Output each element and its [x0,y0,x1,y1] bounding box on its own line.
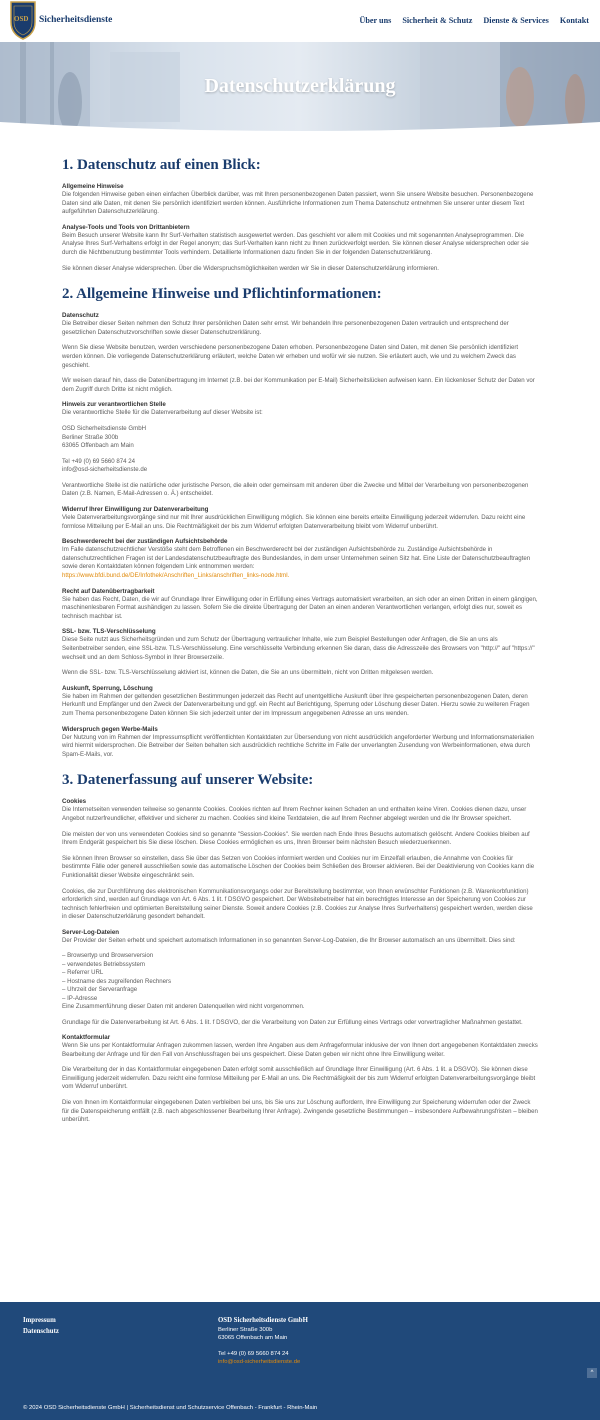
text-block [62,1066,538,1092]
nav-item-kontakt[interactable]: Kontakt [559,16,589,25]
text-block [62,265,538,274]
list-item: – Uhrzeit der Serveranfrage [62,986,138,994]
text-block [62,482,538,499]
text-block [62,726,538,760]
footer-address [218,1315,308,1366]
footer-link-impressum[interactable]: Impressum [23,1317,56,1324]
paragraph: Die Betreiber dieser Seiten nehmen den Schutz Ihrer persönlichen Daten sehr ernst. Wir behandeln Ihre personenbezogenen Daten vertraulich und entsprechend der gesetzlichen Datenschutzvorschriften sowie dieser Datenschutzerklärung. [62,320,509,336]
address-lines [62,425,538,451]
text-block [62,377,538,394]
paragraph: Sie haben im Rahmen der geltenden gesetzlichen Bestimmungen jederzeit das Recht auf unentgeltliche Auskunft über Ihre gespeicherten personenbezogenen Daten, deren Herkunft und Empfänger und den Zweck der Datenverarbeitung und ggf. ein Recht auf Berichtigung, Sperrung oder Löschung dieser Daten. Hierzu sowie zu weiteren Fragen zum Thema personenbezogene Daten können Sie sich jederzeit unter der im Impressum angegebenen Adresse an uns wenden. [62,692,530,717]
section-heading: 2. Allgemeine Hinweise und Pflichtinformationen: [62,286,382,303]
block-heading: SSL- bzw. TLS-Verschlüsselung [62,628,156,636]
text-block [62,224,538,258]
text-block [62,888,538,922]
logo-mark: OSD [14,15,29,23]
paragraph: Sie haben das Recht, Daten, die wir auf Grundlage Ihrer Einwilligung oder in Erfüllung eines Vertrags automatisiert verarbeiten, an sich oder an einen Dritten in einem gängigen, maschinenlesbaren Format aushändigen zu lassen. Sofern Sie die direkte Übertragung der Daten an einen anderen Verantwortlichen verlangen, erfolgt dies nur, soweit es technisch machbar ist. [62,595,538,620]
list-item: – Referrer URL [62,969,104,977]
external-link[interactable]: https://www.bfdi.bund.de/DE/Infothek/Anschriften_Links/anschriften_links-node.html. [62,572,290,580]
paragraph: Sie können Ihren Browser so einstellen, dass Sie über das Setzen von Cookies informiert werden und Cookies nur im Einzelfall erlauben, die Annahme von Cookies für bestimmte Fälle oder generell ausschließen sowie das automatische Löschen der Cookies beim Schließen des Browser aktivieren. Bei der Deaktivierung von Cookies kann die Funktionalität dieser Website eingeschränkt sein. [62,854,535,879]
paragraph: Wir weisen darauf hin, dass die Datenübertragung im Internet (z.B. bei der Kommunikation per E-Mail) Sicherheitslücken aufweisen kann. Ein lückenloser Schutz der Daten vor dem Zugriff durch Dritte ist nicht möglich. [62,377,535,393]
paragraph: Cookies, die zur Durchführung des elektronischen Kommunikationsvorgangs oder zur Bereitstellung bestimmter, von Ihnen erwünschter Funktionen (z.B. Warenkorbfunktion) erforderlich sind, werden auf Grundlage von Art. 6 Abs. 1 lit. f DSGVO gespeichert. Der Websitebetreiber hat ein berechtigtes Interesse an der Speicherung von Cookies zur technisch fehlerfreien und optimierten Bereitstellung seiner Dienste. Soweit andere Cookies (z.B. Cookies zur Analyse Ihres Surfverhaltens) gespeichert werden, werden diese in dieser Datenschutzerklärung gesondert behandelt. [62,887,533,921]
main-content [62,152,538,1132]
section-heading: 1. Datenschutz auf einen Blick: [62,157,261,173]
text-block [62,1099,538,1125]
footer-city: 63065 Offenbach am Main [218,1335,288,1341]
nav-item-dienste[interactable]: Dienste & Services [483,16,549,25]
text-block [62,685,538,719]
main-nav [359,16,589,25]
block-heading: Hinweis zur verantwortlichen Stelle [62,401,166,409]
block-heading: Analyse-Tools und Tools von Drittanbietern [62,223,190,231]
footer-phone[interactable]: Tel +49 (0) 69 5660 874 24 [218,1351,289,1357]
block-heading: Auskunft, Sperrung, Löschung [62,684,153,692]
text-block [62,798,538,823]
address-line: info@osd-sicherheitsdienste.de [62,466,148,474]
paragraph: Sie können dieser Analyse widersprechen. Über die Widerspruchsmöglichkeiten werden wir Sie in dieser Datenschutzerklärung informieren. [62,264,439,272]
text-block [62,538,538,580]
address-line: Tel +49 (0) 69 5660 874 24 [62,457,136,465]
nav-item-ueber-uns[interactable]: Über uns [359,16,392,25]
text-block [62,425,538,451]
footer-link-datenschutz[interactable]: Datenschutz [23,1328,59,1335]
paragraph: Diese Seite nutzt aus Sicherheitsgründen und zum Schutz der Übertragung vertraulicher Inhalte, wie zum Beispiel Bestellungen oder Anfragen, die Sie an uns als Seitenbetreiber senden, eine SSL-bzw. TLS-Verschlüsselung. Eine verschlüsselte Verbindung erkennen Sie daran, dass die Adresszeile des Browsers von "http://" auf "https://" wechselt und an dem Schloss-Symbol in Ihrer Browserzeile. [62,636,535,661]
block-heading: Widerspruch gegen Werbe-Mails [62,725,158,733]
scroll-top-icon[interactable]: ^ [587,1368,597,1378]
paragraph: Die meisten der von uns verwendeten Cookies sind so genannte "Session-Cookies". Sie werden nach Ende Ihres Besuchs automatisch gelöscht. Andere Cookies bleiben auf Ihrem Endgerät gespeichert bis Sie diese löschen. Diese Cookies ermöglichen es uns, Ihren Browser beim nächsten Besuch wiederzuerkennen. [62,830,530,847]
footer-links [23,1315,59,1337]
list-item: – Browsertyp und Browserversion [62,952,154,960]
text-block [62,312,538,337]
text-block [62,344,538,370]
text-block [62,1034,538,1059]
text-block [62,506,538,531]
paragraph: Wenn die SSL- bzw. TLS-Verschlüsselung aktiviert ist, können die Daten, die Sie an uns übermitteln, nicht von Dritten mitgelesen werden. [62,669,434,677]
footer-street: Berliner Straße 300b [218,1327,273,1333]
logo-text: Sicherheitsdienste [39,15,113,25]
text-block [62,628,538,662]
logo[interactable] [9,0,169,40]
list-item: – Hostname des zugreifenden Rechners [62,977,172,985]
list-item: – IP-Adresse [62,994,98,1002]
bullet-list [62,952,538,1002]
paragraph: Eine Zusammenführung dieser Daten mit anderen Datenquellen wird nicht vorgenommen. [62,1002,305,1010]
paragraph: Im Falle datenschutzrechtlicher Verstöße steht dem Betroffenen ein Beschwerderecht bei der zuständigen Aufsichtsbehörde zu. Zuständige Aufsichtsbehörde in datenschutzrechtlichen Fragen ist der Landesdatenschutzbeauftragte des Bundeslandes, in dem unser Unternehmen seinen Sitz hat. Eine Liste der Datenschutzbeauftragten sowie deren Kontaktdaten können folgendem Link entnommen werden: [62,546,531,571]
text-block [62,855,538,881]
paragraph: Die Verarbeitung der in das Kontaktformular eingegebenen Daten erfolgt somit ausschließlich auf Grundlage Ihrer Einwilligung (Art. 6 Abs. 1 lit. a DSGVO). Sie können diese Einwilligung jederzeit widerrufen. Dazu reicht eine formlose Mitteilung per E-Mail an uns. Die Rechtmäßigkeit der bis zum Widerruf erfolgten Datenverarbeitungsvorgänge bleibt vom Widerruf unberührt. [62,1066,536,1091]
text-block [62,458,538,475]
paragraph: Verantwortliche Stelle ist die natürliche oder juristische Person, die allein oder gemeinsam mit anderen über die Zwecke und Mittel der Verarbeitung von personenbezogenen Daten (z.B. Namen, E-Mail-Adressen o. Ä.) entscheidet. [62,481,529,498]
text-block [62,831,538,848]
text-block [62,588,538,622]
footer-email-link[interactable]: info@osd-sicherheitsdienste.de [218,1359,301,1365]
paragraph: Viele Datenverarbeitungsvorgänge sind nur mit Ihrer ausdrücklichen Einwilligung möglich. Sie können eine bereits erteilte Einwilligung jederzeit widerrufen. Dazu reicht eine formlose Mitteilung per E-Mail an uns. Die Rechtmäßigkeit der bis zum Widerruf erfolgten Datenverarbeitung bleibt vom Widerruf unberührt. [62,514,526,530]
paragraph: Die verantwortliche Stelle für die Datenverarbeitung auf dieser Website ist: [62,409,263,417]
address-line: OSD Sicherheitsdienste GmbH [62,424,146,432]
block-heading: Server-Log-Dateien [62,928,120,936]
block-heading: Allgemeine Hinweise [62,183,124,190]
address-line: 63065 Offenbach am Main [62,442,134,450]
site-header [0,0,600,42]
block-heading: Datenschutz [62,312,99,320]
section-heading: 3. Datenerfassung auf unserer Website: [62,772,314,789]
paragraph: Wenn Sie diese Website benutzen, werden verschiedene personenbezogene Daten erhoben. Personenbezogene Daten sind Daten, mit denen Sie persönlich identifiziert werden können. Die vorliegende Datenschutzerklärung erläutert, welche Daten wir erheben und wofür wir sie nutzen. Sie erläutert auch, wie und zu welchem Zweck das geschieht. [62,344,519,369]
paragraph: Wenn Sie uns per Kontaktformular Anfragen zukommen lassen, werden Ihre Angaben aus dem Anfrageformular inklusive der von Ihnen dort angegebenen Kontaktdaten zwecks Bearbeitung der Anfrage und für den Fall von Anschlussfragen bei uns gespeichert. Diese Daten geben wir nicht ohne Ihre Einwilligung weiter. [62,1042,538,1058]
block-heading: Widerruf Ihrer Einwilligung zur Datenverarbeitung [62,506,209,514]
paragraph: Beim Besuch unserer Website kann Ihr Surf-Verhalten statistisch ausgewertet werden. Das geschieht vor allem mit Cookies und mit sogenannten Analyseprogrammen. Die Analyse Ihres Surf-Verhaltens erfolgt in der Regel anonym; das Surf-Verhalten kann nicht zu Ihnen zurückverfolgt werden. Sie können dieser Analyse widersprechen oder sie durch die Nichtbenutzung bestimmter Tools verhindern. Detaillierte Informationen dazu finden Sie in der folgenden Datenschutzerklärung. [62,231,529,256]
paragraph: Der Provider der Seiten erhebt und speichert automatisch Informationen in so genannten Server-Log-Dateien, die Ihr Browser automatisch an uns übermittelt. Dies sind: [62,936,516,944]
paragraph: Der Nutzung von im Rahmen der Impressumspflicht veröffentlichten Kontaktdaten zur Übersendung von nicht ausdrücklich angeforderter Werbung und Informationsmaterialien wird hiermit widersprochen. Die Betreiber der Seiten behalten sich ausdrücklich rechtliche Schritte im Falle der unverlangten Zusendung von Werbeinformationen, etwa durch Spam-E-Mails, vor. [62,733,534,758]
block-heading: Kontaktformular [62,1034,111,1042]
list-item: – verwendetes Betriebssystem [62,960,145,968]
text-block [62,1019,538,1028]
block-heading: Recht auf Datenübertragbarkeit [62,587,155,595]
text-block [62,952,538,1011]
text-block [62,929,538,946]
hero-banner [0,42,600,134]
page-title: Datenschutzerklärung [204,75,396,97]
paragraph: Grundlage für die Datenverarbeitung ist Art. 6 Abs. 1 lit. f DSGVO, der die Verarbeitung von Daten zur Erfüllung eines Vertrags oder vorvertraglicher Maßnahmen gestattet. [62,1018,523,1026]
site-footer [0,1302,600,1420]
text-block [62,669,538,678]
block-heading: Beschwerderecht bei der zuständigen Aufsichtsbehörde [62,538,228,546]
paragraph: Die von Ihnen im Kontaktformular eingegebenen Daten verbleiben bei uns, bis Sie uns zur Löschung auffordern, Ihre Einwilligung zur Speicherung widerrufen oder der Zweck für die Datenspeicherung entfällt (z.B. nach abgeschlossener Bearbeitung Ihrer Anfrage). Zwingende gesetzliche Bestimmungen – insbesondere Aufbewahrungsfristen – bleiben unberührt. [62,1099,538,1124]
nav-item-sicherheit[interactable]: Sicherheit & Schutz [402,16,473,25]
text-block [62,401,538,418]
address-line: Berliner Straße 300b [62,433,119,441]
block-heading: Cookies [62,798,87,806]
text-block [62,183,538,217]
address-lines [62,458,538,475]
paragraph: Die Internetseiten verwenden teilweise so genannte Cookies. Cookies richten auf Ihrem Rechner keinen Schaden an und enthalten keine Viren. Cookies dienen dazu, unser Angebot nutzerfreundlicher, effektiver und sicherer zu machen. Cookies sind kleine Textdateien, die auf Ihrem Rechner abgelegt werden und die Ihr Browser speichert. [62,806,527,822]
copyright: © 2024 OSD Sicherheitsdienste GmbH | Sicherheitsdienst und Schutzservice Offenbach - Frankfurt - Rhein-Main [23,1405,318,1411]
footer-company: OSD Sicherheitsdienste GmbH [218,1317,308,1324]
paragraph: Die folgenden Hinweise geben einen einfachen Überblick darüber, was mit Ihren personenbezogenen Daten passiert, wenn Sie unsere Website besuchen. Personenbezogene Daten sind alle Daten, mit denen Sie persönlich identifiziert werden können. Ausführliche Informationen zum Thema Datenschutz entnehmen Sie unserer unter diesem Text aufgeführten Datenschutzerklärung. [62,191,534,216]
